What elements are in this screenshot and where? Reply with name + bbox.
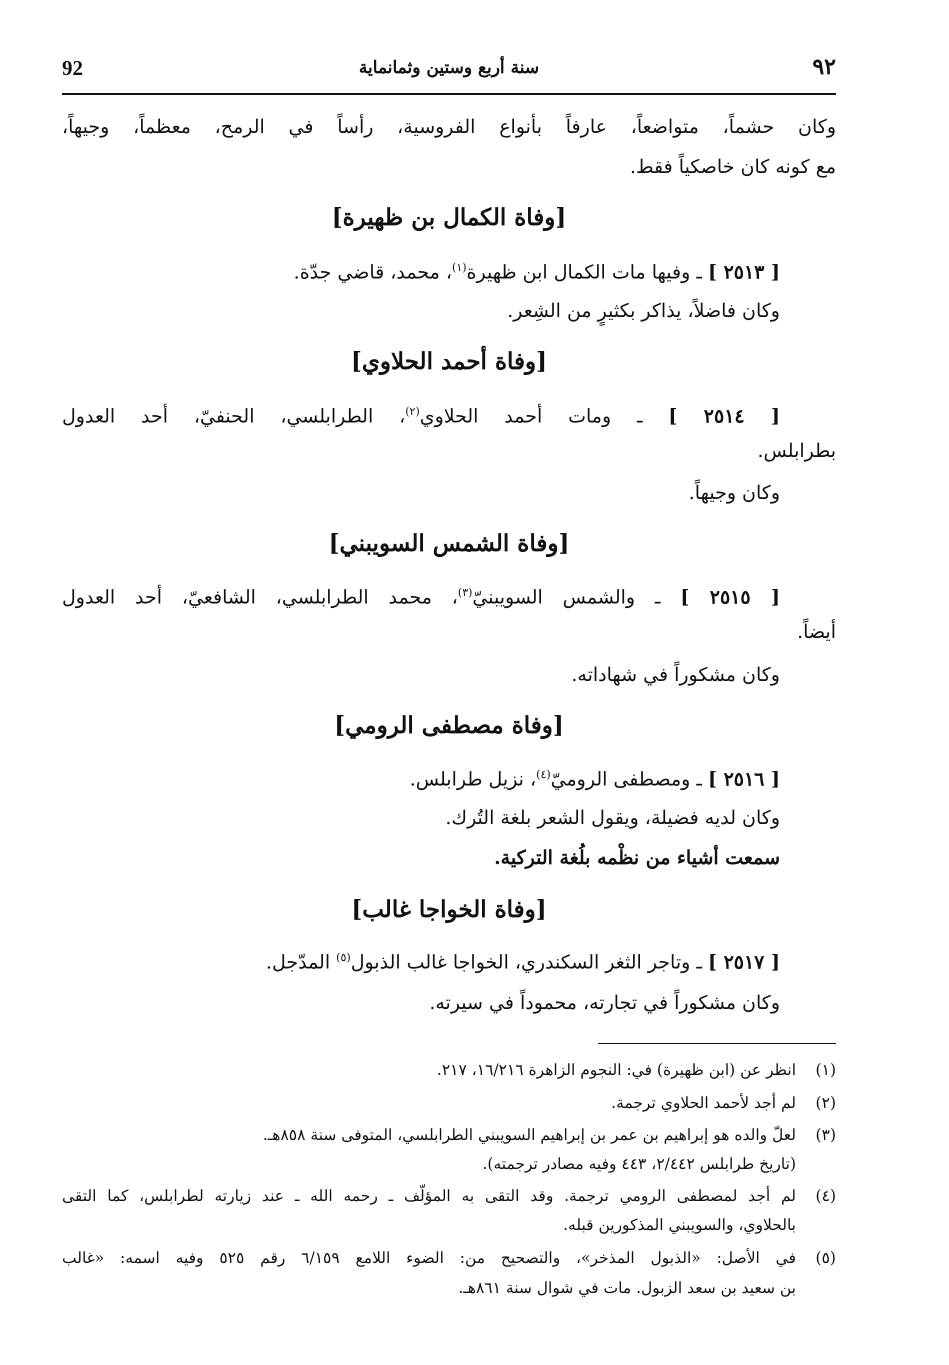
entry-text: المدّجل. — [265, 951, 337, 974]
entry-text: ـ ومات أحمد الحلاوي — [419, 405, 669, 428]
entry-text: ـ والشمس السويبنيّ — [472, 586, 681, 609]
entry-extra: وكان وجيهاً. — [688, 482, 780, 504]
running-title: سنة أربع وستين وثمانماية — [358, 58, 540, 78]
footnote-mark: (٢) — [815, 1094, 836, 1112]
entry-text: ـ ومصطفى الروميّ — [550, 768, 708, 791]
footnote — [62, 1057, 836, 1084]
footnote-mark: (٤) — [815, 1187, 836, 1205]
footnote — [62, 1183, 836, 1210]
entry-line — [62, 578, 836, 612]
footnote-text: لم أجد لمصطفى الرومي ترجمة. وقد التقى به المؤلّف ـ رحمه الله ـ عند زيارته لطرابلس، كما التقى — [62, 1187, 796, 1205]
page-number-arabic: ٩٢ — [812, 54, 836, 80]
entry-number: [ ٢٥١٥ ] — [680, 586, 781, 609]
footnote — [62, 1090, 836, 1117]
footnote-continuation: بالحلاوي، والسويبني المذكورين قبله. — [563, 1216, 796, 1234]
footnote-ref: (١) — [452, 261, 467, 274]
footnote-text: انظر عن (ابن ظهيرة) في: النجوم الزاهرة ١٦/٢١٦، ٢١٧. — [436, 1061, 796, 1079]
footnote-ref: (٣) — [457, 586, 473, 599]
entry-extra: وكان مشكوراً في تجارته، محموداً في سيرته. — [429, 992, 780, 1014]
footnote-mark: (٥) — [815, 1249, 836, 1267]
section-heading: [وفاة الكمال بن ظهيرة] — [331, 204, 567, 231]
section-heading: [وفاة الشمس السويبني] — [328, 530, 570, 557]
footnote-text: لم أجد لأحمد الحلاوي ترجمة. — [611, 1094, 796, 1112]
entry-continuation: بطرابلس. — [757, 440, 836, 462]
footnote-ref: (٢) — [405, 405, 420, 418]
entry-number: [ ٢٥١٦ ] — [707, 768, 780, 791]
entry-line — [62, 943, 836, 977]
entry-number: [ ٢٥١٤ ] — [668, 405, 781, 428]
page-header — [62, 52, 836, 92]
intro-line: مع كونه كان خاصكياً فقط. — [629, 156, 836, 178]
entry-number: [ ٢٥١٧ ] — [707, 951, 780, 974]
entry-line — [62, 253, 836, 287]
entry-text: ، نزيل طرابلس. — [409, 768, 537, 791]
footnote — [62, 1245, 836, 1272]
footnote — [62, 1122, 836, 1149]
entry-line — [62, 760, 836, 794]
section-heading: [وفاة مصطفى الرومي] — [334, 712, 564, 739]
entry-line — [62, 397, 836, 431]
footnote-ref: (٤) — [536, 768, 551, 781]
entry-number: [ ٢٥١٣ ] — [707, 261, 780, 284]
footnote-continuation: (تاريخ طرابلس ٢/٤٤٢، ٤٤٣ وفيه مصادر ترجمته). — [482, 1155, 796, 1173]
entry-text: ، محمد، قاضي جدّة. — [293, 261, 453, 284]
section-heading: [وفاة الخواجا غالب] — [351, 896, 547, 923]
entry-extra: وكان مشكوراً في شهاداته. — [571, 664, 780, 686]
header-rule — [62, 93, 836, 95]
entry-continuation: أيضاً. — [797, 621, 836, 643]
entry-text: ـ وتاجر الثغر السكندري، الخواجا غالب الذبول — [350, 951, 708, 974]
footnote-text: لعلّ والده هو إبراهيم بن عمر بن إبراهيم السويبني الطرابلسي، المتوفى سنة ٨٥٨هـ. — [262, 1126, 796, 1144]
entry-text: ، الطرابلسي، الحنفيّ، أحد العدول — [62, 405, 406, 428]
footnote-mark: (٣) — [815, 1126, 836, 1144]
entry-extra: وكان فاضلاً، يذاكر بكثيرٍ من الشِعر. — [507, 300, 780, 322]
entry-text: ، محمد الطرابلسي، الشافعيّ، أحد العدول — [62, 586, 458, 609]
entry-extra-bold: سمعت أشياء من نظْمه بلُغة التركية. — [494, 847, 780, 869]
footnote-rule — [598, 1043, 836, 1044]
intro-line: وكان حشماً، متواضعاً، عارفاً بأنواع الفروسية، رأساً في الرمح، معظماً، وجيهاً، — [62, 116, 836, 138]
footnote-text: في الأصل: «الذبول المذخر»، والتصحيح من: الضوء اللامع ٦/١٥٩ رقم ٥٢٥ وفيه اسمه: «غالب — [62, 1249, 796, 1267]
footnote-ref: (٥) — [336, 951, 351, 964]
footnote-continuation: بن سعيد بن سعد الزبول. مات في شوال سنة ٨٦١هـ. — [458, 1279, 796, 1297]
section-heading: [وفاة أحمد الحلاوي] — [351, 348, 547, 375]
entry-extra: وكان لديه فضيلة، ويقول الشعر بلغة التُرك. — [445, 807, 780, 829]
entry-text: ـ وفيها مات الكمال ابن ظهيرة — [466, 261, 708, 284]
footnote-mark: (١) — [815, 1061, 836, 1079]
page-number-latin: 92 — [62, 56, 83, 80]
